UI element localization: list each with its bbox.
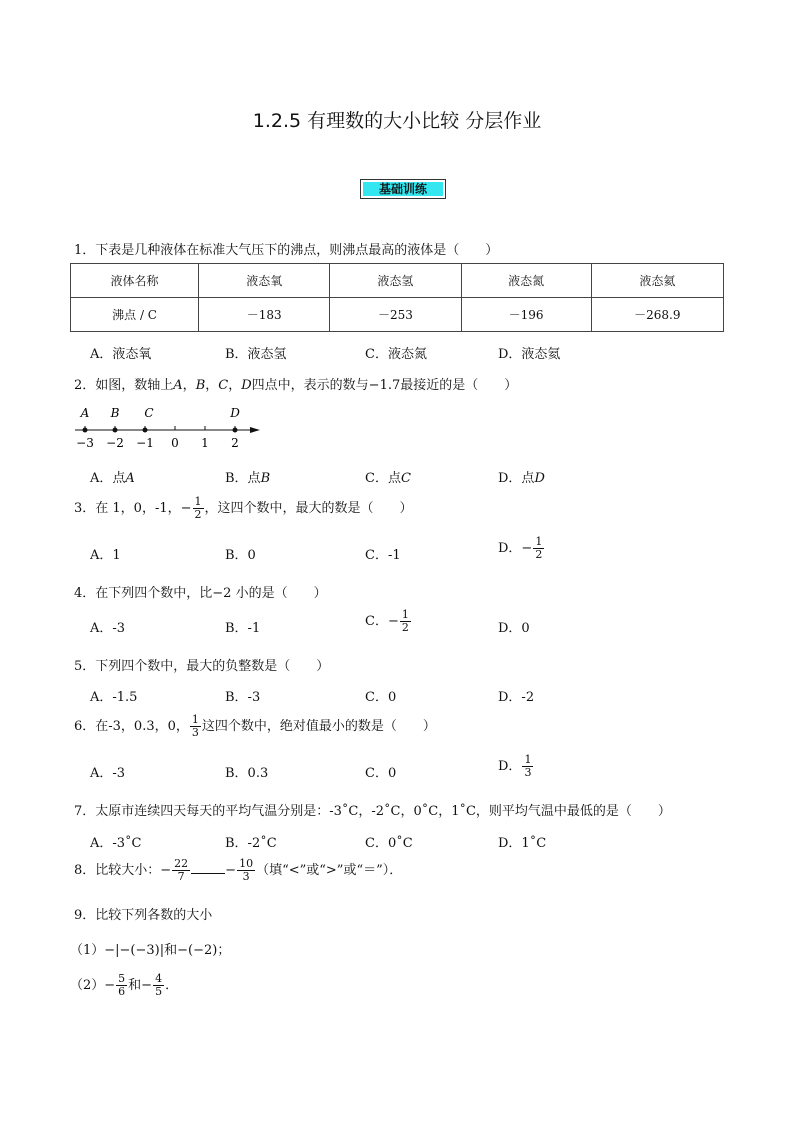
q4-option-b[interactable]: B．-1 — [225, 621, 261, 636]
q5-option-b[interactable]: B．-3 — [225, 690, 261, 705]
q7-option-b[interactable]: B．-2˚C — [225, 836, 277, 851]
frac-num: 1 — [191, 713, 199, 726]
axis-point-label: D — [230, 406, 240, 420]
table-cell: 液体名称 — [71, 264, 199, 298]
frac-den: 7 — [177, 870, 185, 883]
q6-option-d-text: D． — [498, 759, 522, 774]
table-cell: －183 — [199, 298, 330, 332]
q8-mid: − — [225, 863, 237, 878]
axis-tick-label: 2 — [231, 436, 239, 450]
axis-point-label: B — [110, 406, 120, 420]
frac-num: 10 — [239, 857, 254, 870]
q7-option-d[interactable]: D．1˚C — [498, 836, 547, 851]
q2-option-a[interactable] — [90, 467, 135, 486]
question-9-stem: 9．比较下列各数的大小 — [74, 908, 213, 923]
q4-option-c-text: C．− — [365, 614, 399, 629]
q2-option-d-point: D — [534, 471, 545, 486]
axis-point — [83, 428, 88, 433]
q2-sep: ， — [228, 378, 242, 393]
table-cell: 液态氢 — [330, 264, 461, 298]
q2-point-a: A — [173, 378, 183, 393]
q5-option-c[interactable]: C．0 — [365, 690, 397, 705]
q3-stem-a: 3．在 1，0，-1，− — [74, 501, 192, 516]
q9-part-2-end: ． — [165, 978, 179, 993]
q2-option-c[interactable] — [365, 467, 411, 486]
q2-option-d[interactable] — [498, 467, 545, 486]
table-cell: 液态氧 — [199, 264, 330, 298]
q5-option-d[interactable]: D．-2 — [498, 690, 535, 705]
q1-option-d[interactable]: D．液态氦 — [498, 347, 561, 362]
q3-option-b[interactable]: B．0 — [225, 548, 256, 563]
table-cell: －253 — [330, 298, 461, 332]
axis-tick-label: 0 — [171, 436, 179, 450]
q4-option-a[interactable]: A．-3 — [90, 621, 126, 636]
q3-option-d-fraction — [533, 536, 544, 561]
frac-num: 1 — [194, 495, 202, 508]
q9-fraction-1 — [116, 973, 127, 998]
question-4-stem: 4．在下列四个数中，比−2 小的是（ ） — [74, 586, 327, 601]
q2-option-b-prefix: B．点 — [225, 471, 261, 486]
q9-part-2-a: （2）− — [70, 978, 116, 993]
q3-fraction — [193, 496, 204, 521]
q6-fraction — [190, 714, 201, 739]
q2-sep: ， — [182, 378, 196, 393]
axis-point — [113, 428, 118, 433]
q4-option-c-fraction — [400, 609, 411, 634]
frac-den: 3 — [524, 766, 532, 779]
answer-blank[interactable] — [191, 861, 225, 874]
page-title: 1.2.5 有理数的大小比较 分层作业 — [252, 110, 542, 132]
q6-option-c[interactable]: C．0 — [365, 766, 397, 781]
q2-point-d: D — [241, 378, 252, 393]
question-1-stem: 1．下表是几种液体在标准大气压下的沸点，则沸点最高的液体是（ ） — [74, 243, 499, 258]
axis-arrow — [250, 427, 260, 433]
q1-option-a[interactable]: A．液态氧 — [90, 347, 152, 362]
frac-den: 2 — [401, 621, 409, 634]
frac-num: 1 — [524, 753, 532, 766]
question-7-stem: 7．太原市连续四天每天的平均气温分别是：-3˚C，-2˚C，0˚C，1˚C，则平均气温中最低的是（ ） — [74, 804, 671, 819]
axis-tick-label: −1 — [136, 436, 154, 450]
table-cell: －196 — [461, 298, 591, 332]
table-cell: －268.9 — [591, 298, 723, 332]
frac-num: 1 — [401, 608, 409, 621]
q9-part-1: （1）−|−(−3)|和−(−2)； — [70, 943, 231, 958]
q6-option-a[interactable]: A．-3 — [90, 766, 126, 781]
frac-den: 2 — [194, 508, 202, 521]
q6-option-d-fraction — [522, 754, 533, 779]
q2-option-c-point: C — [400, 471, 411, 486]
section-badge — [360, 179, 446, 199]
q8-fraction-2 — [237, 858, 255, 883]
q3-option-a[interactable]: A．1 — [90, 548, 121, 563]
frac-num: 1 — [535, 535, 543, 548]
q2-stem-end: 四点中，表示的数与−1.7最接近的是（ ） — [251, 378, 518, 393]
q6-option-d[interactable] — [498, 754, 534, 779]
q8-fraction-1 — [172, 858, 190, 883]
axis-point — [143, 428, 148, 433]
axis-tick-label: −2 — [106, 436, 124, 450]
q9-part-2 — [70, 973, 178, 998]
frac-num: 5 — [118, 972, 126, 985]
table-cell: 液态氦 — [591, 264, 723, 298]
axis-point-label: C — [144, 406, 154, 420]
q6-stem-a: 6．在-3，0.3，0， — [74, 719, 189, 734]
q2-option-a-point: A — [125, 471, 135, 486]
q2-option-b[interactable] — [225, 467, 270, 486]
q3-option-d[interactable] — [498, 536, 545, 561]
table-row — [71, 298, 724, 332]
number-line — [70, 400, 270, 452]
axis-tick-label: 1 — [201, 436, 209, 450]
q4-option-c[interactable] — [365, 609, 412, 634]
q4-option-d[interactable]: D．0 — [498, 621, 530, 636]
q2-option-a-prefix: A．点 — [90, 471, 126, 486]
question-3-stem — [74, 496, 413, 521]
q3-stem-b: ，这四个数中，最大的数是（ ） — [204, 501, 413, 516]
q2-stem-text: 2．如图，数轴上 — [74, 378, 174, 393]
q6-option-b[interactable]: B．0.3 — [225, 766, 269, 781]
q9-part-2-mid: 和− — [128, 978, 153, 993]
question-6-stem — [74, 714, 436, 739]
axis-tick-label: −3 — [76, 436, 94, 450]
frac-den: 5 — [155, 985, 163, 998]
q6-stem-b: 这四个数中，绝对值最小的数是（ ） — [201, 719, 436, 734]
axis-point — [233, 428, 238, 433]
question-8-stem — [74, 858, 402, 883]
section-badge-label: 基础训练 — [363, 182, 443, 196]
q2-point-b: B — [195, 378, 206, 393]
q2-option-c-prefix: C．点 — [365, 471, 401, 486]
frac-num: 4 — [155, 972, 163, 985]
q3-option-d-text: D．− — [498, 541, 533, 556]
q7-option-c[interactable]: C．0˚C — [365, 836, 413, 851]
frac-den: 2 — [535, 548, 543, 561]
q2-sep: ， — [205, 378, 219, 393]
boiling-point-table — [70, 263, 724, 332]
q1-option-c[interactable]: C．液态氮 — [365, 347, 427, 362]
q1-option-b[interactable]: B．液态氢 — [225, 347, 287, 362]
axis-point-label: A — [80, 406, 90, 420]
table-row — [71, 264, 724, 298]
q8-stem-b: （填“<”或“>”或“＝”）． — [256, 863, 403, 878]
q2-option-b-point: B — [260, 471, 271, 486]
frac-den: 3 — [191, 726, 199, 739]
q3-option-c[interactable]: C．-1 — [365, 548, 401, 563]
frac-num: 22 — [174, 857, 189, 870]
q2-point-c: C — [218, 378, 229, 393]
q9-fraction-2 — [153, 973, 164, 998]
question-5-stem: 5．下列四个数中，最大的负整数是（ ） — [74, 659, 330, 674]
frac-den: 3 — [242, 870, 250, 883]
frac-den: 6 — [118, 985, 126, 998]
q2-option-d-prefix: D．点 — [498, 471, 535, 486]
q8-stem-a: 8．比较大小：− — [74, 863, 172, 878]
q7-option-a[interactable]: A．-3˚C — [90, 836, 142, 851]
question-2-stem — [74, 374, 517, 393]
table-cell: 液态氮 — [461, 264, 591, 298]
q5-option-a[interactable]: A．-1.5 — [90, 690, 138, 705]
table-cell: 沸点 / C — [71, 298, 199, 332]
